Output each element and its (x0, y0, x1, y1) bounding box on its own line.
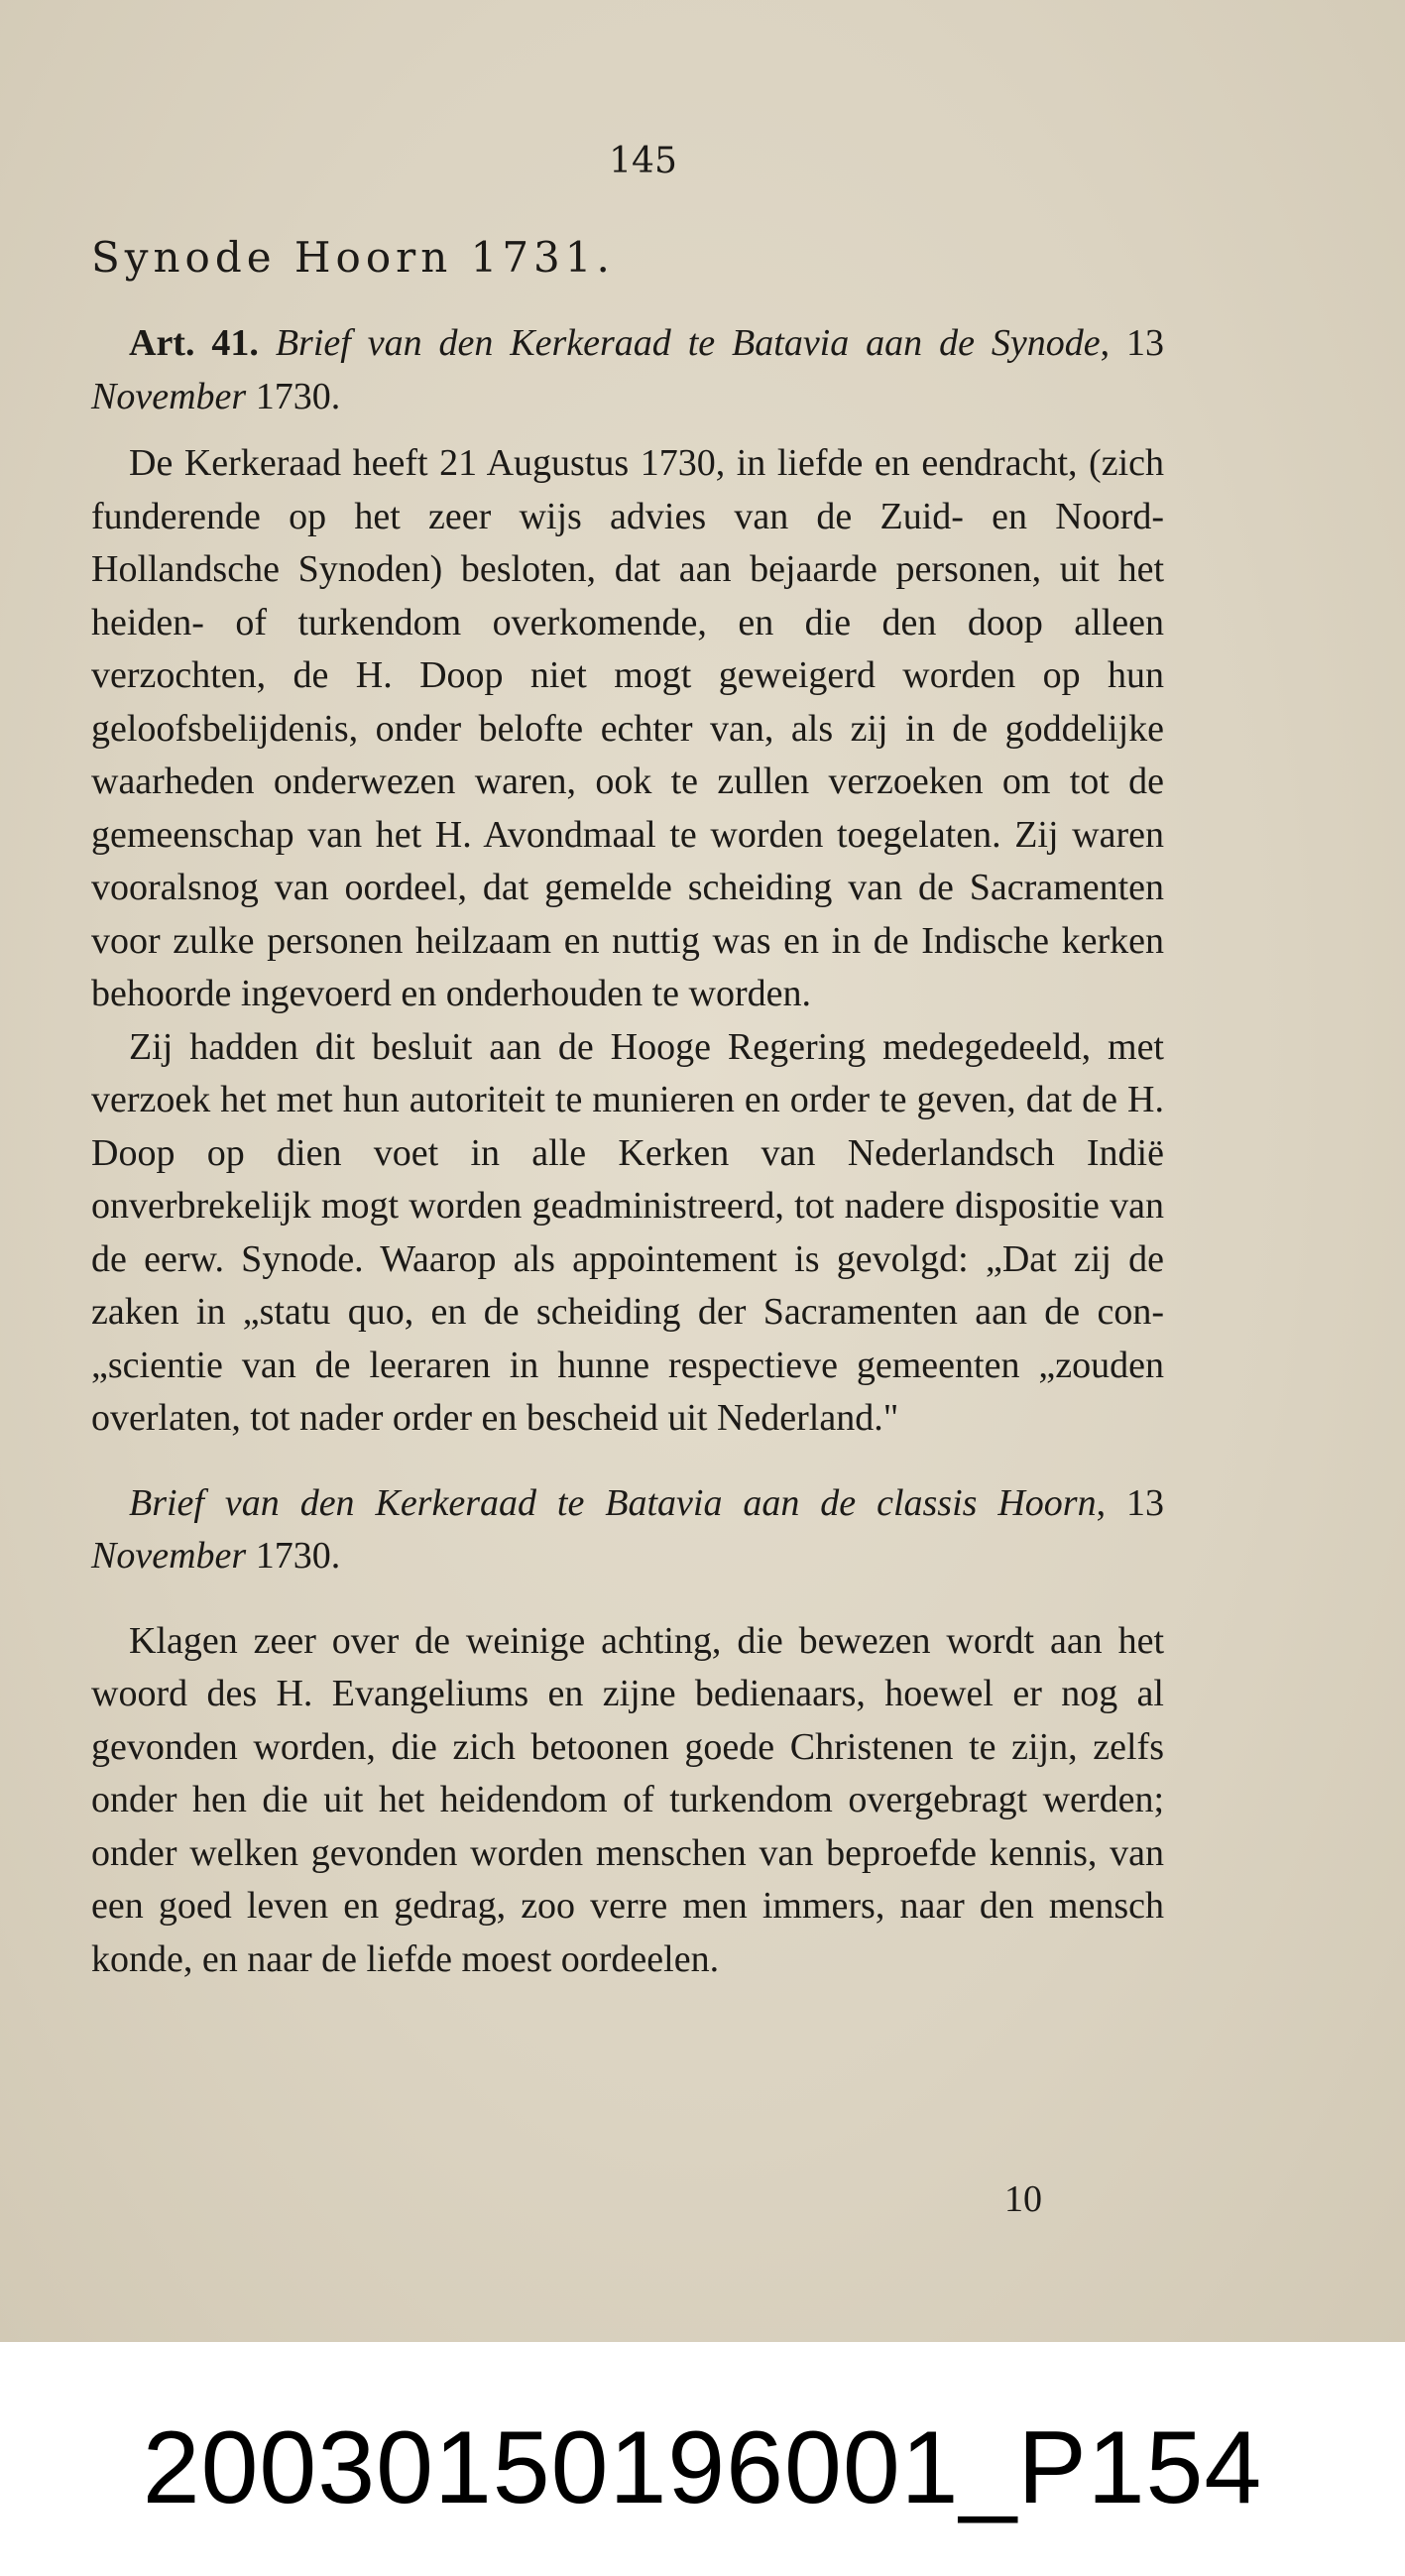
letter-paragraph: Klagen zeer over de weinige achting, die bewezen wordt aan het woord des H. Evangeliums en zijne bedienaars, hoewel er nog al gevonden worden, die zich betoonen goede Christenen te zijn, zelfs onder hen die uit het heidendom of turkendom overgebragt werden; onder welken gevonden worden menschen van beproefde kennis, van een goed leven en gedrag, zoo verre men immers, naar den mensch konde, en naar de liefde moest oordeelen. (91, 1619, 1164, 1980)
article-title-year: 1730. (246, 375, 341, 417)
page-number: 145 (609, 141, 677, 181)
article-title-date: , 13 (1100, 322, 1165, 364)
letter-title-text: Brief van den Kerkeraad te Batavia aan de classis Hoorn (129, 1481, 1097, 1524)
letter-title (91, 1477, 1164, 1583)
letter-title-month: November (91, 1535, 247, 1577)
page-body (91, 317, 1164, 1986)
archive-id-label: 20030150196001_P154 (142, 2410, 1263, 2525)
letter-title-year: 1730. (246, 1535, 341, 1577)
section-heading: Synode Hoorn 1731. (91, 233, 615, 282)
article-title-text: Brief van den Kerkeraad te Batavia aan de Synode (275, 322, 1101, 364)
article-paragraph-2: Zij hadden dit besluit aan de Hooge Regering medegedeeld, met verzoek het met hun autoriteit te munieren en order te geven, dat de H. Doop op dien voet in alle Kerken van Nederlandsch Indië onverbrekelijk mogt worden geadministreerd, tot nadere dispositie van de eerw. Synode. Waarop als appointement is gevolgd: „Dat zij de zaken in „statu quo, en de scheiding der Sacramenten aan de con- „scientie van de leeraren in hunne respectieve gemeenten „zouden overlaten, tot nader order en bescheid uit Nederland." (91, 1025, 1164, 1439)
article-title (91, 317, 1164, 423)
article-label: Art. 41. (129, 322, 259, 364)
article-title-month: November (91, 375, 247, 417)
article-paragraph-1: De Kerkeraad heeft 21 Augustus 1730, in liefde en eendracht, (zich funderende op het zeer wijs advies van de Zuid- en Noord-Hollandsche Synoden) besloten, dat aan bejaarde personen, uit het heiden- of turkendom overkomende, en die den doop alleen verzochten, de H. Doop niet mogt geweigerd worden op hun geloofsbelijdenis, onder belofte echter van, als zij in de goddelijke waarheden onderwezen waren, ook te zullen verzoeken om tot de gemeenschap van het H. Avondmaal te worden toegelaten. Zij waren vooralsnog van oordeel, dat gemelde scheiding van de Sacramenten voor zulke personen heilzaam en nuttig was en in de Indische kerken behoorde ingevoerd en onderhouden te worden. (91, 442, 1164, 1014)
signature-mark: 10 (1004, 2178, 1042, 2220)
letter-title-date: , 13 (1096, 1481, 1164, 1524)
